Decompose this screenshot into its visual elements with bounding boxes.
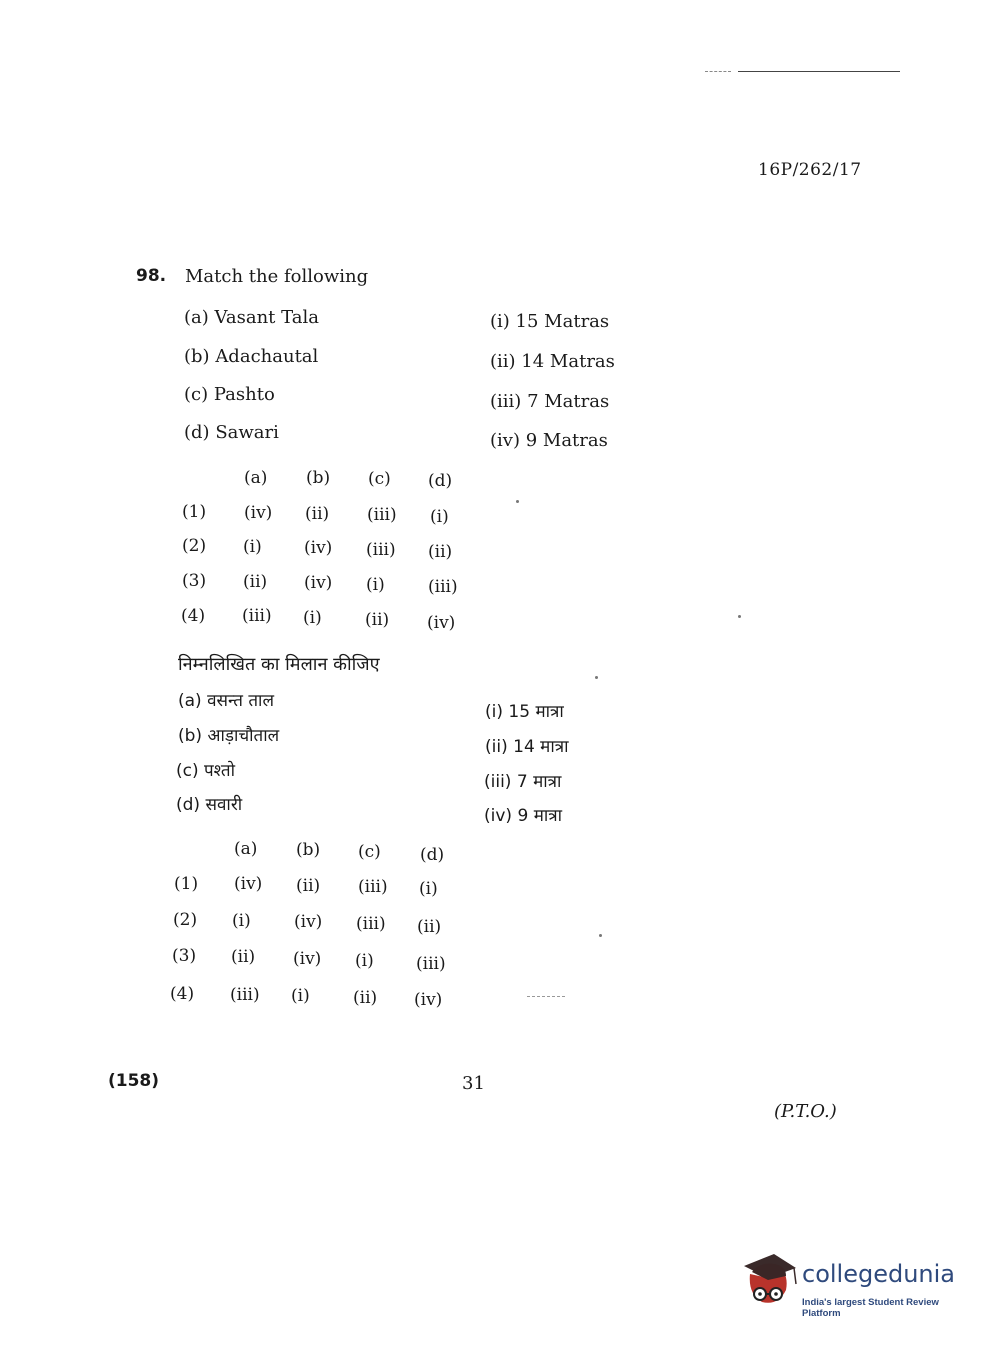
item-text: 15 मात्रा <box>508 702 564 722</box>
option-value: (iv) <box>293 949 322 969</box>
student-mascot-icon <box>740 1250 800 1320</box>
column-header: (a) <box>234 839 258 859</box>
item-label: (d) <box>176 795 201 815</box>
top-divider-line <box>738 71 900 72</box>
option-number: (4) <box>181 606 206 626</box>
paper-code: 16P/262/17 <box>758 160 862 180</box>
page-number: 31 <box>462 1073 485 1094</box>
list-item <box>484 803 562 826</box>
item-label: (c) <box>176 761 199 781</box>
option-value: (ii) <box>305 504 330 524</box>
list-item <box>184 346 318 367</box>
brand-name: collegedunia <box>802 1260 956 1288</box>
item-label: (i) <box>490 311 510 332</box>
collegedunia-watermark <box>740 1250 970 1320</box>
item-text: Adachautal <box>215 346 319 367</box>
item-text: Pashto <box>213 384 275 405</box>
list-item <box>176 792 242 815</box>
list-item <box>178 688 274 711</box>
option-value: (iv) <box>234 874 263 894</box>
scan-speck <box>738 615 741 618</box>
item-label: (iv) <box>490 430 520 451</box>
scan-speck <box>516 500 519 503</box>
option-value: (ii) <box>243 572 268 592</box>
option-value: (iv) <box>244 503 273 523</box>
brand-tagline: India's largest Student Review Platform <box>802 1297 939 1319</box>
option-value: (i) <box>366 575 385 595</box>
column-header: (a) <box>244 468 268 488</box>
option-value: (i) <box>232 911 251 931</box>
item-label: (iii) <box>484 772 512 792</box>
option-value: (ii) <box>231 947 256 967</box>
item-label: (iii) <box>490 391 522 412</box>
column-header: (b) <box>306 468 331 488</box>
option-value: (ii) <box>296 876 321 896</box>
item-label: (b) <box>178 726 203 746</box>
option-number: (3) <box>182 571 207 591</box>
column-header: (d) <box>420 845 445 865</box>
column-header: (c) <box>368 469 391 489</box>
option-number: (3) <box>172 946 197 966</box>
item-label: (ii) <box>485 737 508 757</box>
option-value: (iii) <box>230 985 260 1005</box>
list-item <box>490 351 615 372</box>
option-number: (2) <box>173 910 198 930</box>
option-number: (4) <box>170 984 195 1004</box>
item-text: 14 मात्रा <box>513 737 569 757</box>
item-label: (a) <box>184 307 209 328</box>
question-number: 98. <box>136 266 167 286</box>
list-item <box>178 723 279 746</box>
item-label: (i) <box>485 702 503 722</box>
item-text: वसन्त ताल <box>207 691 274 711</box>
option-value: (i) <box>355 951 374 971</box>
item-label: (a) <box>178 691 202 711</box>
column-header: (c) <box>358 842 381 862</box>
option-value: (ii) <box>365 610 390 630</box>
option-value: (i) <box>419 879 438 899</box>
option-value: (iv) <box>304 538 333 558</box>
option-value: (i) <box>243 537 262 557</box>
option-value: (iii) <box>356 914 386 934</box>
item-label: (ii) <box>490 351 516 372</box>
list-item <box>176 758 235 781</box>
scan-speck <box>595 676 598 679</box>
scan-speck <box>599 934 602 937</box>
option-value: (ii) <box>417 917 442 937</box>
option-value: (i) <box>303 608 322 628</box>
option-value: (iv) <box>414 990 443 1010</box>
option-value: (iii) <box>416 954 446 974</box>
option-value: (iv) <box>427 613 456 633</box>
question-title-hi: निम्नलिखित का मिलान कीजिए <box>178 654 380 675</box>
item-text: Vasant Tala <box>214 307 319 328</box>
option-value: (iv) <box>304 573 333 593</box>
list-item <box>184 422 279 443</box>
option-value: (iii) <box>358 877 388 897</box>
option-value: (iii) <box>367 505 397 525</box>
option-value: (i) <box>430 507 449 527</box>
item-text: 14 Matras <box>521 351 615 372</box>
option-value: (iv) <box>294 912 323 932</box>
item-text: 7 मात्रा <box>516 772 562 792</box>
item-label: (b) <box>184 346 210 367</box>
column-header: (d) <box>428 471 453 491</box>
option-number: (1) <box>182 502 207 522</box>
item-text: 9 मात्रा <box>517 806 563 826</box>
pto-note: (P.T.O.) <box>774 1101 837 1122</box>
item-label: (c) <box>184 384 209 405</box>
column-header: (b) <box>296 840 321 860</box>
list-item <box>184 384 275 405</box>
list-item <box>485 734 569 757</box>
question-title-en: Match the following <box>185 266 369 287</box>
item-text: सवारी <box>205 795 243 815</box>
item-label: (d) <box>184 422 210 443</box>
top-divider-dash <box>705 71 731 72</box>
scan-mark <box>527 996 565 997</box>
item-text: आड़ाचौताल <box>207 726 280 746</box>
item-text: 15 Matras <box>515 311 610 332</box>
option-value: (iii) <box>366 540 396 560</box>
item-text: पश्तो <box>204 761 236 781</box>
item-text: Sawari <box>215 422 279 443</box>
option-value: (ii) <box>353 988 378 1008</box>
booklet-code: (158) <box>108 1071 160 1091</box>
list-item <box>490 391 609 412</box>
list-item <box>490 430 608 451</box>
item-text: 9 Matras <box>525 430 608 451</box>
list-item <box>485 699 564 722</box>
option-value: (i) <box>291 986 310 1006</box>
list-item <box>490 311 609 332</box>
option-number: (2) <box>182 536 207 556</box>
option-value: (iii) <box>428 577 458 597</box>
option-number: (1) <box>174 874 199 894</box>
option-value: (ii) <box>428 542 453 562</box>
option-value: (iii) <box>242 606 272 626</box>
item-label: (iv) <box>484 806 513 826</box>
list-item <box>184 307 319 328</box>
item-text: 7 Matras <box>527 391 610 412</box>
list-item <box>484 769 561 792</box>
